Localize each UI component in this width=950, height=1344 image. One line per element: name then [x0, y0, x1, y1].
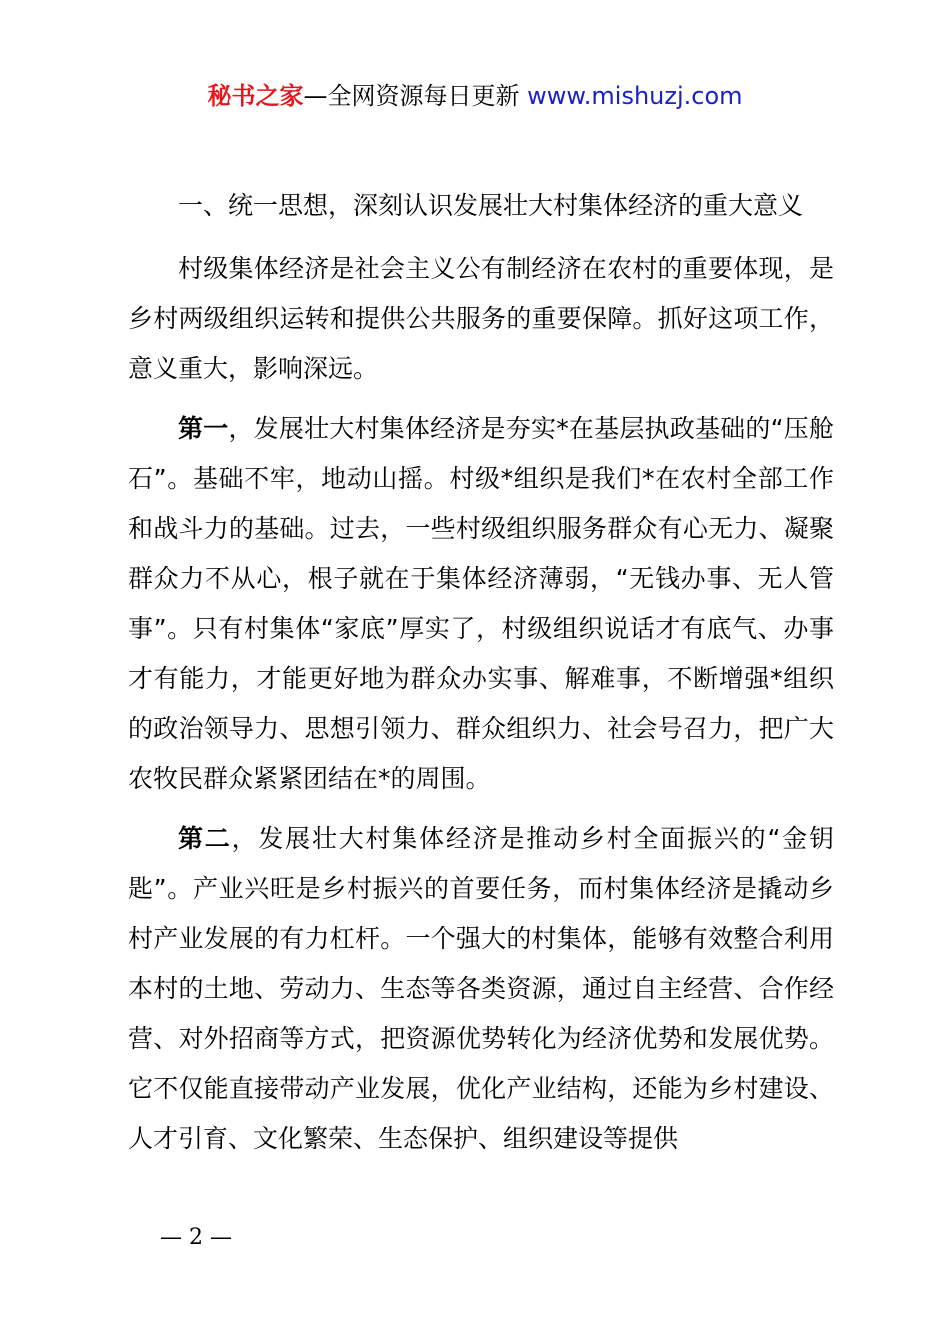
section-heading: 一、统一思想，深刻认识发展壮大村集体经济的重大意义	[178, 191, 804, 220]
site-header	[0, 80, 950, 112]
page-number: — 2 —	[160, 1225, 232, 1250]
document-body	[128, 186, 834, 1174]
paragraph-text: ，发展壮大村集体经济是推动乡村全面振兴的“金钥匙”。产业兴旺是乡村振兴的首要任务，而村集体经济是撬动乡村产业发展的有力杠杆。一个强大的村集体，能够有效整合利用本村的土地、劳动力、生态等各类资源，通过自主经营、合作经营、对外招商等方式，把资源优势转化为经济优势和发展优势。它不仅能直接带动产业发展，优化产业结构，还能为乡村建设、人才引育、文化繁荣、生态保护、组织建设等提供	[128, 824, 834, 1153]
site-url-link[interactable]: www.mishuzj.com	[527, 82, 743, 110]
brand-name: 秘书之家	[207, 82, 304, 110]
paragraph-lead: 第二	[178, 824, 232, 853]
paragraph	[128, 404, 834, 804]
paragraph	[128, 244, 834, 394]
paragraph-text: 村级集体经济是社会主义公有制经济在农村的重要体现，是乡村两级组织运转和提供公共服务的重要保障。抓好这项工作，意义重大，影响深远。	[128, 254, 834, 383]
site-slogan: —全网资源每日更新	[303, 82, 528, 110]
paragraph	[128, 814, 834, 1164]
paragraph-text: ，发展壮大村集体经济是夯实*在基层执政基础的“压舱石”。基础不牢，地动山摇。村级*组织是我们*在农村全部工作和战斗力的基础。过去，一些村级组织服务群众有心无力、凝聚群众力不从心，根子就在于集体经济薄弱，“无钱办事、无人管事”。只有村集体“家底”厚实了，村级组织说话才有底气、办事才有能力，才能更好地为群众办实事、解难事，不断增强*组织的政治领导力、思想引领力、群众组织力、社会号召力，把广大农牧民群众紧紧团结在*的周围。	[128, 414, 834, 793]
paragraph-lead: 第一	[178, 414, 229, 443]
